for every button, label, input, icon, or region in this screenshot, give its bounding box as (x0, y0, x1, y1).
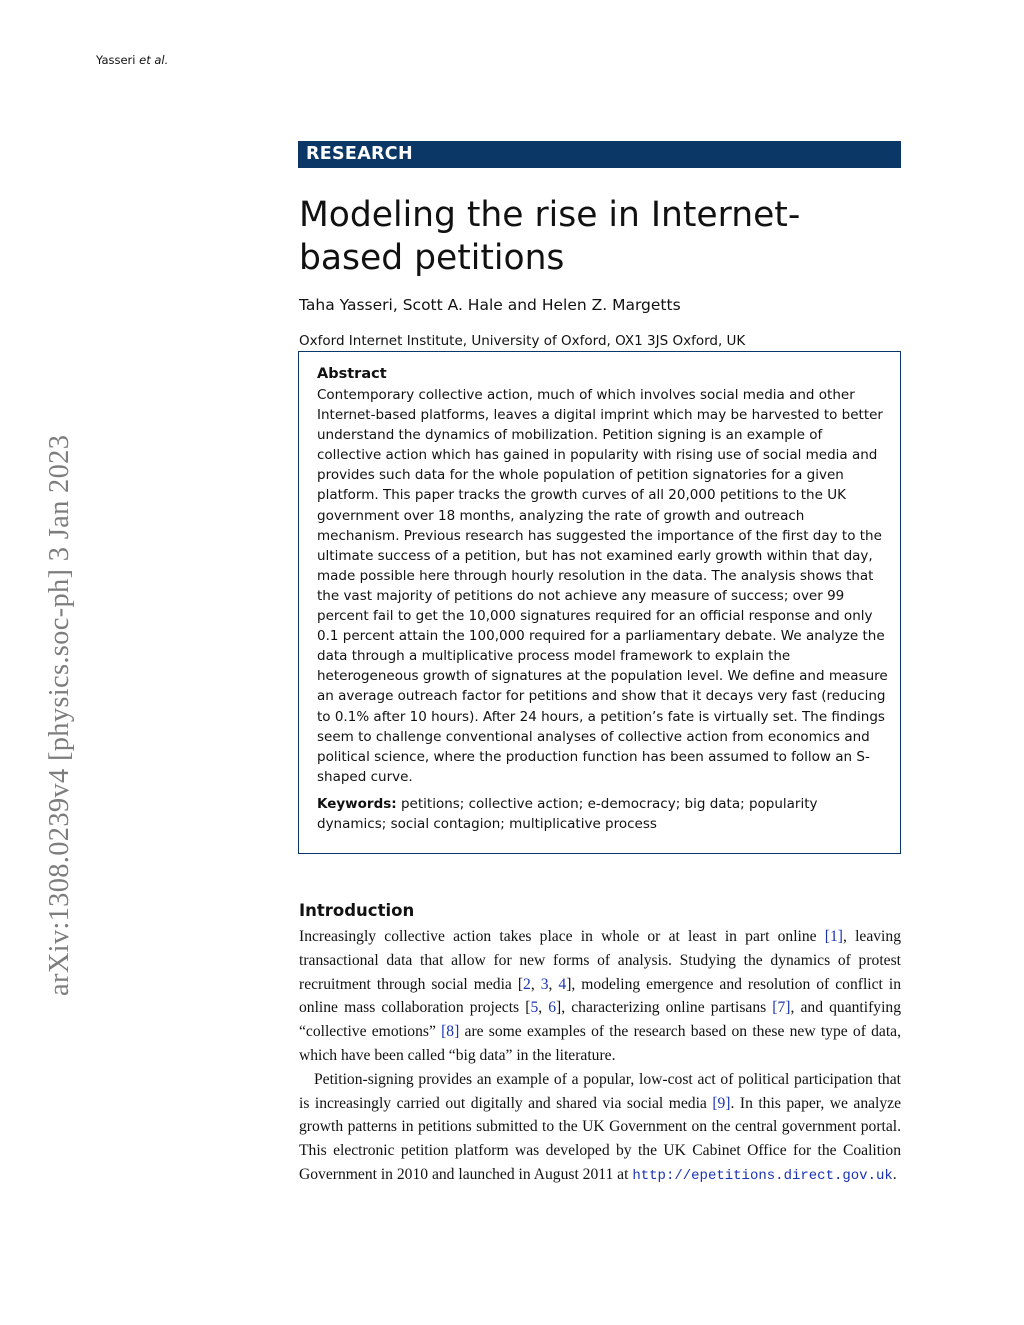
citation-link[interactable]: [8] (441, 1023, 460, 1041)
epetitions-url-link[interactable]: http://epetitions.direct.gov.uk (632, 1167, 893, 1184)
affiliation: Oxford Internet Institute, University of Oxford, OX1 3JS Oxford, UK (299, 333, 746, 349)
keywords-list: petitions; collective action; e-democracy; big data; popularity dynamics; social contagion; multiplicative process (317, 795, 818, 832)
bracket: ] (566, 975, 572, 993)
separator: , (548, 975, 559, 993)
text-run: Increasingly collective action takes place in whole or at least in part online (299, 928, 825, 945)
text-run: are some examples of the research based on these new type of data, which have been called “big data” in the literature. (299, 1023, 901, 1064)
introduction-body (299, 925, 901, 1189)
citation-link[interactable]: 2 (523, 975, 531, 993)
keywords (317, 794, 888, 834)
citation-link[interactable]: [1] (824, 928, 843, 945)
bracket: [ (517, 975, 524, 993)
abstract-heading: Abstract (317, 366, 387, 382)
text-run: , modeling emergence and resolution of conflict in online mass collaboration projects (299, 975, 901, 1017)
citation-link[interactable]: 4 (558, 975, 567, 993)
text-run: , and quantifying “collective emotions” (299, 999, 902, 1041)
text-run: . (892, 1165, 897, 1183)
paper-title: Modeling the rise in Internet-based petitions (299, 195, 801, 278)
running-head-author: Yasseri (96, 53, 136, 67)
bracket: ] (556, 999, 562, 1017)
author-list: Taha Yasseri, Scott A. Hale and Helen Z. Margetts (299, 296, 681, 314)
citation-link[interactable]: 5 (530, 999, 539, 1017)
introduction-heading: Introduction (299, 901, 415, 920)
citation-link[interactable]: [7] (772, 999, 791, 1017)
separator: , (538, 999, 549, 1017)
running-head (96, 53, 168, 67)
paragraph (299, 1068, 901, 1189)
paragraph (299, 925, 901, 1068)
bracket: [ (525, 999, 531, 1017)
citation-link[interactable]: 6 (548, 999, 557, 1017)
running-head-etal: et al. (139, 53, 169, 67)
separator: , (530, 975, 541, 993)
section-banner: RESEARCH (298, 141, 901, 168)
text-run: , characterizing online partisans (561, 999, 773, 1017)
citation-link[interactable]: [9] (712, 1094, 731, 1112)
abstract-text: Contemporary collective action, much of which involves social media and other Internet-based platforms, leaves a digital imprint which may be harvested to better understand the dynamics of mobilization. Petition signing is an example of collective action which has gained in popularity with rising use of social media and provides such data for the whole population of petition signatories for a given platform. This paper tracks the growth curves of all 20,000 petitions to the UK government over 18 months, analyzing the rate of growth and outreach mechanism. Previous research has suggested the importance of the first day to the ultimate success of a petition, but has not examined early growth within that day, made possible here through hourly resolution in the data. The analysis shows that the vast majority of petitions do not achieve any measure of success; over 99 percent fail to get the 10,000 signatures required for an official response and only 0.1 percent attain the 100,000 required for a parliamentary debate. We analyze the data through a multiplicative process model framework to explain the heterogeneous growth of signatures at the population level. We define and measure an average outreach factor for petitions and show that it decays very fast (reducing to 0.1% after 10 hours). After 24 hours, a petition’s fate is virtually set. The findings seem to challenge conventional analyses of collective action from economics and political science, where the production function has been assumed to follow an S-shaped curve. (317, 387, 888, 785)
text-run: . In this paper, we analyze growth patterns in petitions submitted to the UK Government on the central government portal. This electronic petition platform was developed by the UK Cabinet Office for the Coalition Government in 2010 and launched in August 2011 at (299, 1094, 902, 1183)
text-run: Petition-signing provides an example of a popular, low-cost act of political participation that is increasingly carried out digitally and shared via social media (299, 1070, 901, 1112)
keywords-label: Keywords: (317, 795, 397, 812)
abstract-box (298, 351, 901, 854)
text-run: , leaving transactional data that allow for new forms of analysis. Studying the dynamics of protest recruitment through social media (299, 928, 901, 993)
arxiv-identifier: arXiv:1308.0239v4 [physics.soc-ph] 3 Jan 2023 (44, 434, 75, 996)
citation-link[interactable]: 3 (540, 975, 549, 993)
